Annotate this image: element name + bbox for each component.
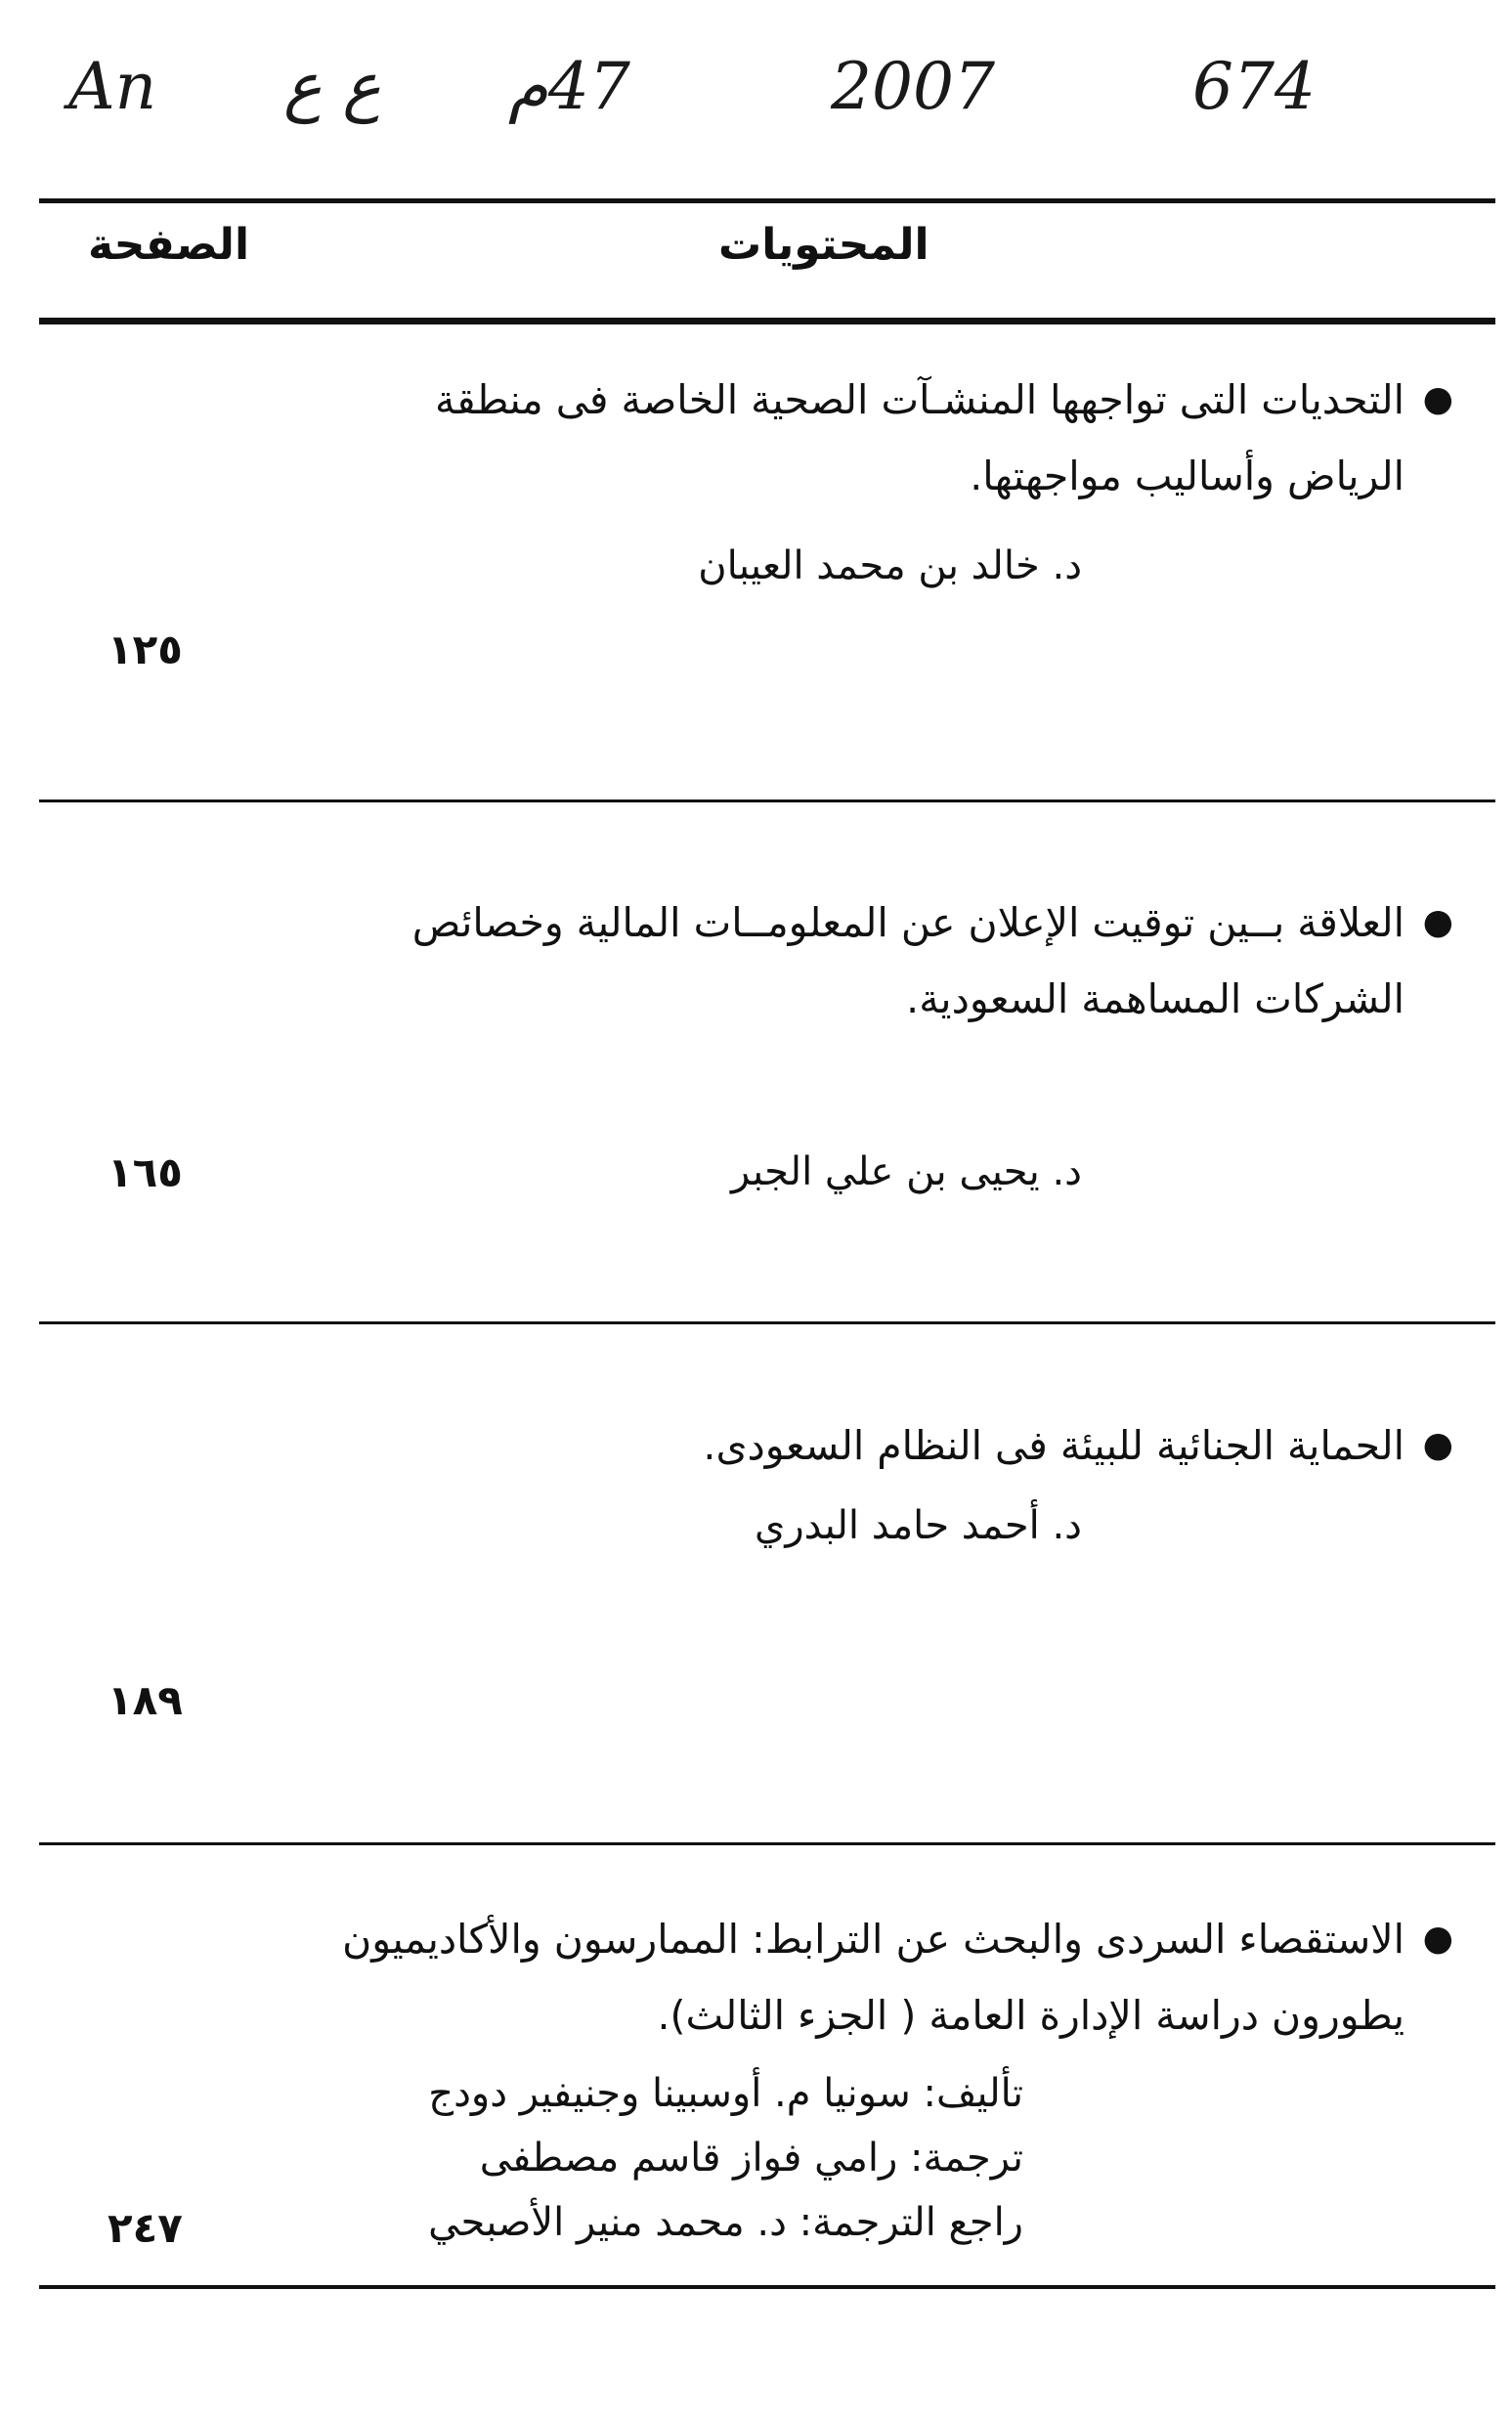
entry-author: د. خالد بن محمد العيبان <box>698 543 1082 588</box>
bullet-icon: ● <box>1422 1425 1453 1465</box>
handwritten-number: 47م <box>508 49 630 124</box>
bullet-icon: ● <box>1422 902 1453 942</box>
handwritten-code: An <box>68 49 157 124</box>
entry-authors <box>290 2061 1404 2255</box>
entry-title-line: يطورون دراسة الإدارة العامة ( الجزء الثالث). <box>657 1992 1404 2039</box>
entry-title-line: الاستقصاء السردى والبحث عن الترابط: الممارسون والأكاديميون <box>342 1916 1404 1963</box>
entry-title-line: الرياض وأساليب مواجهتها. <box>970 453 1404 499</box>
page-column-label: الصفحة <box>88 220 250 270</box>
contents-title: المحتويات <box>718 220 929 270</box>
entry-reviewer: راجع الترجمة: د. محمد منير الأصبحي <box>428 2200 1023 2245</box>
header-top-rule <box>39 198 1495 203</box>
handwritten-letters: ع ع <box>283 49 381 124</box>
entry-author: د. يحيى بن علي الجبر <box>730 1149 1082 1194</box>
entry-title-line: الحماية الجنائية للبيئة فى النظام السعودى. <box>703 1422 1404 1469</box>
entry-page-number: ١٨٩ <box>108 1676 183 1724</box>
toc-entry <box>290 885 1453 1204</box>
entry-author: د. أحمد حامد البدري <box>755 1503 1082 1548</box>
bullet-icon: ● <box>1422 1919 1453 1959</box>
entry-separator <box>39 799 1495 802</box>
entry-title-line: الشركات المساهمة السعودية. <box>906 975 1404 1022</box>
entry-title-line: العلاقة بــين توقيت الإعلان عن المعلومــات المالية وخصائص <box>411 899 1404 946</box>
toc-entry <box>290 1901 1453 2255</box>
entry-title <box>290 1901 1453 2053</box>
entry-page-number: ١٢٥ <box>108 626 183 673</box>
handwritten-ref: 674 <box>1192 49 1316 124</box>
entry-author: تأليف: سونيا م. أوسبينا وجنيفير دودج <box>428 2071 1023 2116</box>
entry-title <box>290 885 1453 1037</box>
footer-rule <box>39 2285 1495 2289</box>
entry-page-number: ١٦٥ <box>108 1148 183 1196</box>
entry-separator <box>39 1321 1495 1324</box>
toc-entry <box>290 362 1453 598</box>
entry-title <box>290 1407 1453 1484</box>
bullet-icon: ● <box>1422 379 1453 419</box>
handwritten-year: 2007 <box>831 49 995 124</box>
entry-title-line: التحديات التى تواجهها المنشـآت الصحية الخاصة فى منطقة <box>434 376 1404 423</box>
header-bottom-rule <box>39 318 1495 324</box>
entry-separator <box>39 1842 1495 1845</box>
entry-page-number: ٢٤٧ <box>108 2204 183 2252</box>
toc-entry <box>290 1407 1453 1558</box>
entry-translator: ترجمة: رامي فواز قاسم مصطفى <box>479 2136 1023 2181</box>
entry-title <box>290 362 1453 514</box>
